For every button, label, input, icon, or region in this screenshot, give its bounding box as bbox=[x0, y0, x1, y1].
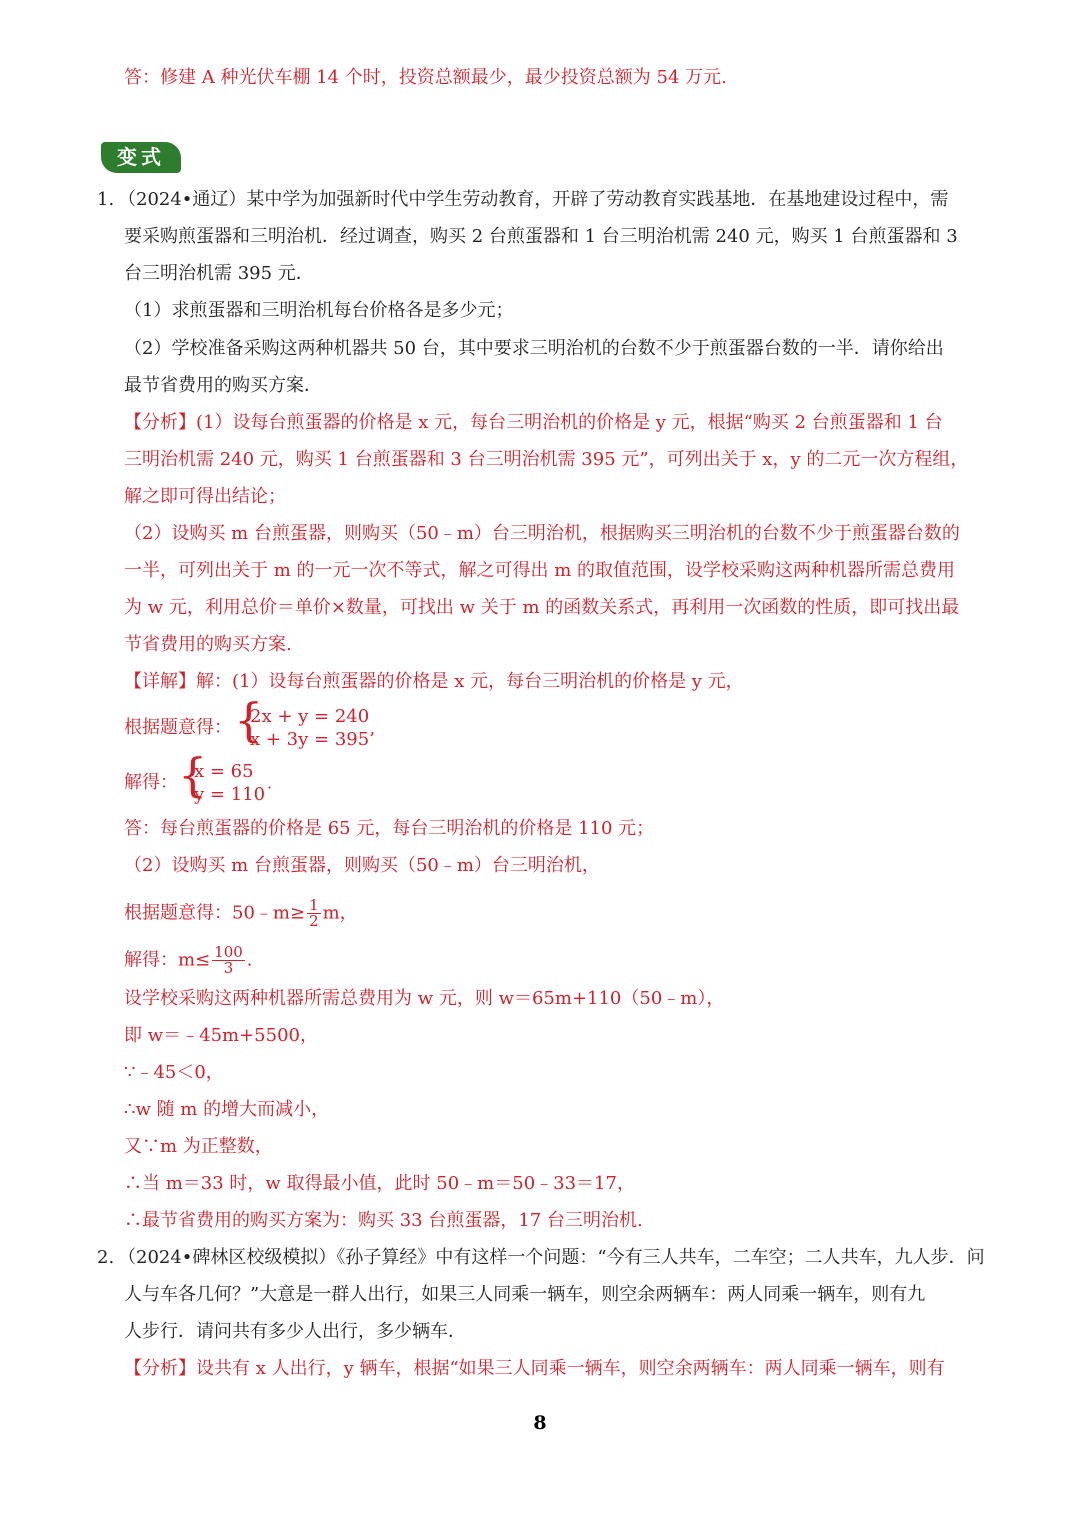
equation: x + 3y = 395’ bbox=[250, 729, 375, 750]
part-2: （2）设购买 m 台煎蛋器，则购买（50﹣m）台三明治机， bbox=[124, 855, 600, 876]
q1-stem-line: 要采购煎蛋器和三明治机．经过调查，购买 2 台煎蛋器和 1 台三明治机需 240 元，购买 1 台煎蛋器和 3 bbox=[124, 226, 958, 247]
q1-stem-line: 台三明治机需 395 元． bbox=[124, 263, 314, 284]
inequality-tail: m， bbox=[322, 902, 358, 924]
inequality bbox=[124, 898, 984, 929]
fraction bbox=[307, 898, 321, 929]
numerator: 1 bbox=[309, 896, 319, 914]
step-line: 设学校采购这两种机器所需总费用为 w 元，则 w＝65m+110（50﹣m）， bbox=[124, 988, 725, 1009]
q2-stem-line: 人与车各几何？”大意是一群人出行，如果三人同乘一辆车，则空余两辆车：两人同乘一辆车，则有九 bbox=[124, 1284, 926, 1305]
q1-number: 1. bbox=[97, 189, 115, 210]
q1-analysis-line: 【分析】(1）设每台煎蛋器的价格是 x 元，每台三明治机的价格是 y 元，根据“购买 2 台煎蛋器和 1 台 bbox=[124, 412, 943, 433]
brace-icon: { bbox=[178, 748, 208, 802]
q1-stem-line: （2）学校准备采购这两种机器共 50 台，其中要求三明治机的台数不少于煎蛋器台数的一半．请你给出 bbox=[124, 338, 944, 359]
solution: x = 65 bbox=[194, 761, 254, 782]
q2-number: 2. bbox=[97, 1247, 115, 1268]
inequality-label: 根据题意得：50﹣m≥ bbox=[124, 902, 306, 924]
step-line: ∴w 随 m 的增大而减小， bbox=[124, 1099, 330, 1120]
variant-badge: 变式 bbox=[101, 142, 181, 173]
solution-2-tail: . bbox=[246, 949, 253, 971]
equation-system bbox=[234, 693, 384, 753]
q1-analysis-line: 一半，可列出关于 m 的一元一次不等式，解之可得出 m 的取值范围，设学校采购这两种机器所需总费用 bbox=[124, 560, 956, 581]
q1-analysis-line: 三明治机需 240 元，购买 1 台煎蛋器和 3 台三明治机需 395 元”，可列出关于 x，y 的二元一次方程组， bbox=[124, 449, 969, 470]
system-label: 根据题意得： bbox=[124, 717, 232, 738]
q2-stem-line: （2024•碑林区校级模拟）《孙子算经》中有这样一个问题：“今有三人共车，二车空；二人共车，九人步．问 bbox=[118, 1247, 985, 1268]
q1-analysis-line: （2）设购买 m 台煎蛋器，则购买（50﹣m）台三明治机，根据购买三明治机的台数不少于煎蛋器台数的 bbox=[124, 523, 960, 544]
q1-analysis-line: 节省费用的购买方案. bbox=[124, 634, 292, 655]
denominator: 3 bbox=[223, 959, 234, 977]
q2-analysis: 【分析】设共有 x 人出行，y 辆车，根据“如果三人同乘一辆车，则空余两辆车：两人同乘一辆车，则有 bbox=[124, 1358, 945, 1379]
solve-label: 解得： bbox=[124, 772, 178, 793]
q1-stem-line: （1）求煎蛋器和三明治机每台价格各是多少元； bbox=[124, 300, 514, 321]
solution-2-label: 解得：m≤ bbox=[124, 949, 211, 971]
denominator: 2 bbox=[309, 912, 319, 930]
q1-detail-head: 【详解】解：(1）设每台煎蛋器的价格是 x 元，每台三明治机的价格是 y 元， bbox=[124, 671, 744, 692]
q1-analysis-line: 为 w 元，利用总价＝单价×数量，可找出 w 关于 m 的函数关系式，再利用一次函数的性质，即可找出最 bbox=[124, 597, 960, 618]
answer-1: 答：每台煎蛋器的价格是 65 元，每台三明治机的价格是 110 元； bbox=[124, 818, 655, 839]
q1-analysis-line: 解之即可得出结论； bbox=[124, 486, 286, 507]
solution-system bbox=[178, 748, 298, 808]
step-line: 即 w＝﹣45m+5500， bbox=[124, 1025, 318, 1046]
step-line: 又∵m 为正整数， bbox=[124, 1136, 273, 1157]
step-line: ∴当 m＝33 时，w 取得最小值，此时 50﹣m＝50﹣33＝17， bbox=[124, 1173, 635, 1194]
solution: y = 110˙ bbox=[194, 784, 275, 805]
step-line: ∴最节省费用的购买方案为：购买 33 台煎蛋器，17 台三明治机. bbox=[124, 1210, 643, 1231]
q1-stem-line: （2024•通辽）某中学为加强新时代中学生劳动教育，开辟了劳动教育实践基地．在基地建设过程中，需 bbox=[118, 189, 949, 210]
step-line: ∵﹣45＜0， bbox=[124, 1062, 224, 1083]
fraction bbox=[212, 945, 245, 976]
solution-2 bbox=[124, 945, 984, 976]
numerator: 100 bbox=[214, 943, 243, 961]
page-number: 8 bbox=[533, 1412, 547, 1434]
q1-stem-line: 最节省费用的购买方案． bbox=[124, 375, 322, 396]
brace-icon: { bbox=[234, 693, 264, 747]
equation: 2x + y = 240 bbox=[250, 706, 370, 727]
q2-stem-line: 人步行．请问共有多少人出行，多少辆车． bbox=[124, 1321, 466, 1342]
top-answer: 答：修建 A 种光伏车棚 14 个时，投资总额最少，最少投资总额为 54 万元. bbox=[124, 67, 727, 88]
